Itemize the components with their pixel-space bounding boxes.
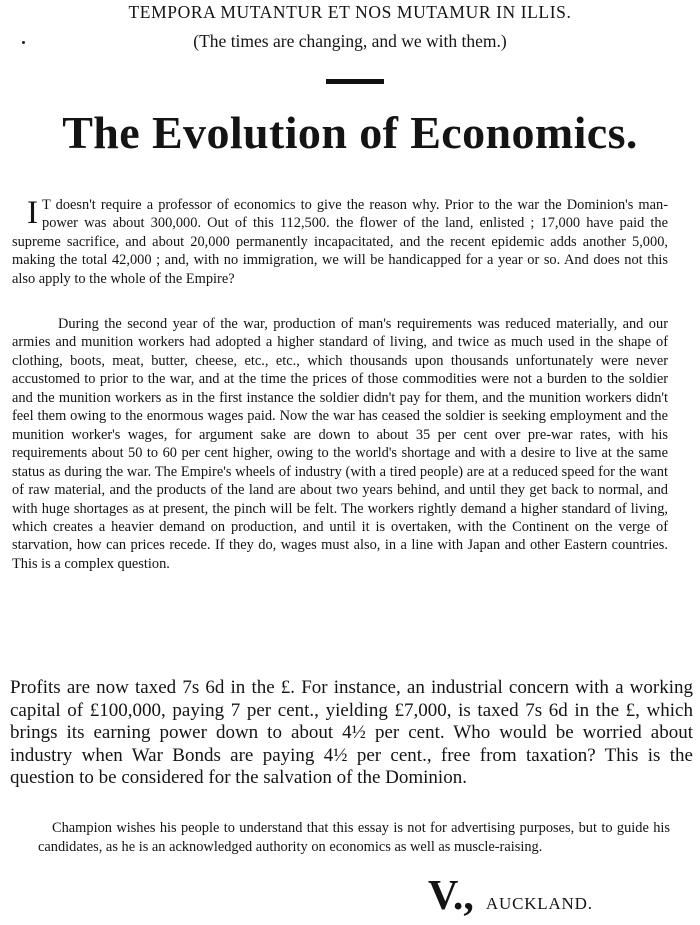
signature-mark: V., [428, 873, 474, 919]
article-paragraph-3: Profits are now taxed 7s 6d in the £. For instance, an industrial concern with a working capital of £100,000, paying 7 per cent., yielding £7,000, is taxed 7s 6d in the £, which brings its earning power down to about 4½ per cent. Who would be worried about industry when War Bonds are paying 4½ per cent., free from taxation? This is the question to be considered for the salvation of the Dominion. [10, 677, 693, 789]
signature-place: AUCKLAND. [485, 894, 593, 913]
signature [428, 872, 593, 920]
article-paragraph-4 [38, 819, 670, 856]
article-paragraph-1 [12, 196, 668, 288]
drop-cap: I [27, 195, 38, 231]
latin-motto: TEMPORA MUTANTUR ET NOS MUTAMUR IN ILLIS. [128, 2, 572, 22]
motto-translation: (The times are changing, and we with them.) [193, 31, 507, 51]
article-title: The Evolution of Economics. [62, 107, 638, 158]
divider-rule [326, 79, 384, 84]
paragraph-4-text: Champion wishes his people to understand that this essay is not for advertising purposes, but to guide his candidates, as he is an acknowledged authority on economics as well as muscle-raising. [38, 820, 670, 855]
paragraph-1-text: T doesn't require a professor of economics to give the reason why. Prior to the war the Dominion's man-power was about 300,000. Out of this 112,500. the flower of the land, enlisted ; 17,000 have paid the supreme sacrifice, and about 20,000 permanently incapacitated, and the recent epidemic adds another 5,000, making the total 42,000 ; and, with no immigration, we will be handicapped for a year or so. And does not this also apply to the whole of the Empire? [12, 197, 668, 287]
article-paragraph-2: During the second year of the war, production of man's requirements was reduced materially, and our armies and munition workers had adopted a higher standard of living, and twice as much used in the shape of clothing, boots, meat, butter, cheese, etc., etc., which thousands upon thousands unfortunately were never accustomed to prior to the war, and at the time the prices of those commodities were not a burden to the soldier and the munition workers as in the first instance the soldier didn't pay for them, and the munition workers didn't feel them owing to the enormous wages paid. Now the war has ceased the soldier is seeking employment and the munition worker's wages, for argument sake are down to about 35 per cent over pre-war rates, with his requirements about 50 to 60 per cent higher, owing to the world's shortage and with a desire to live at the same status as during the war. The Empire's wheels of industry (with a tired people) are at a reduced speed for the want of raw material, and the products of the land are about two years behind, and until they get back to normal, and with huge shortages as at present, the pinch will be felt. The workers rightly demand a higher standard of living, which creates a heavier demand on production, and until it is overtaken, with the Continent on the verge of starvation, how can prices recede. If they do, wages must also, in a line with Japan and other Eastern countries. This is a complex question. [12, 316, 668, 572]
